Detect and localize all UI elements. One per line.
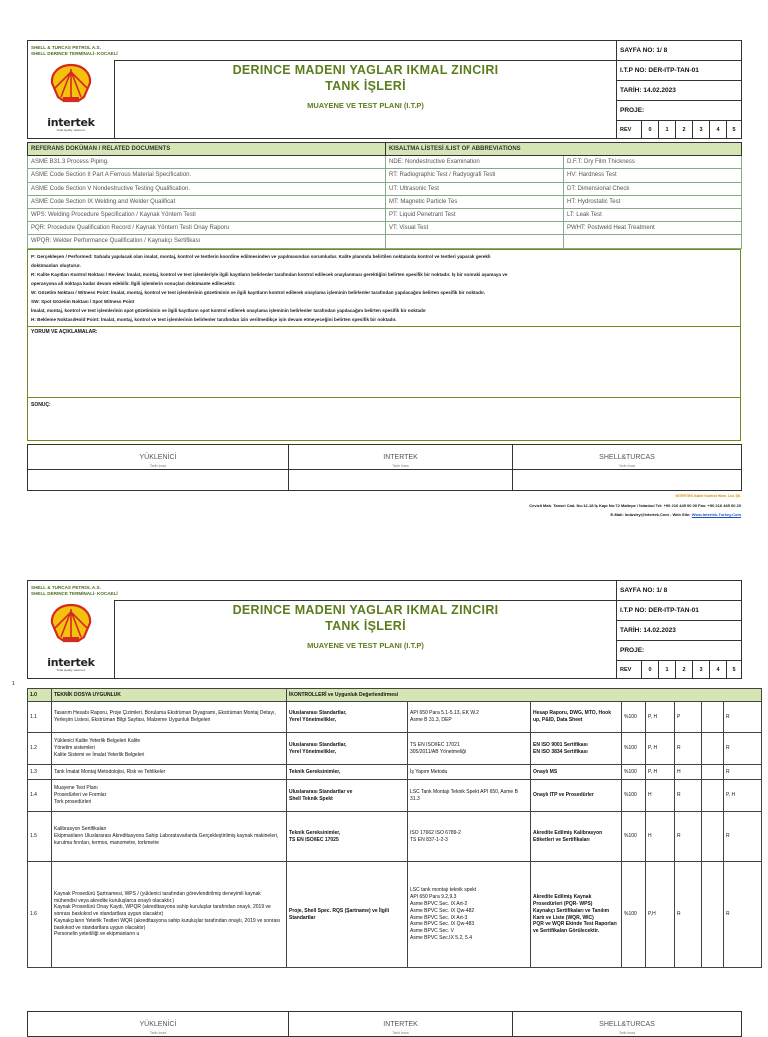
legend-line: İmalat, montaj, kontrol ve test işlemlerinin spot gözetiminin ve ilgili kayıtların spot kontrol edilerek onaylama işleminin belirlenler tarafından yapılacağını belirten spesifik bir noktadır (31, 307, 426, 313)
ref-row (28, 235, 742, 248)
logos (28, 601, 115, 679)
doc-title-1: DERINCE MADENI YAGLAR IKMAL ZINCIRI (232, 63, 499, 77)
item-record-line: PQR ve WQR Ekinde Test Raporları ve Sertifikaları Görülecektir. (533, 921, 617, 935)
ref-doc: PQR: Procedure Qualification Record / Kaynak Yöntem Testi Onay Raporu (28, 222, 386, 235)
page-footer (321, 492, 741, 519)
ref-row (28, 156, 742, 169)
footer-website-link[interactable]: Www.Intertek-Turkey.Com (691, 512, 741, 517)
doc-date: TARİH: 14.02.2023 (617, 621, 742, 641)
references-heading: REFERANS DOKÜMAN / RELATED DOCUMENTS (28, 143, 386, 156)
section-title: TEKNİK DOSYA UYGUNLUK (52, 689, 287, 702)
item-standard (287, 702, 408, 733)
legend-line: W: Gözetim Noktası / Witness Point: İmalat, montaj, kontrol ve test işlemlerinin gözetiminin ve ilgili kayıtların kontrol edilerek onaylama işleminin belirlenler tarafından yapılacağını belirten spesifik bir noktadır. (31, 289, 486, 295)
item-record-line: Onaylı MS (533, 768, 558, 775)
section-number: 1.0 (28, 689, 52, 702)
item-description-line: Kalibrasyon Sertifikaları (54, 826, 107, 833)
sign-label: INTERTEK (383, 453, 418, 461)
item-record-line: Akredite Edilmiş Kalibrasyon Etiketleri ve Sertifikaları (533, 829, 603, 843)
item-number: 1.2 (28, 733, 52, 765)
item-description (52, 812, 287, 862)
item-percentage: %100 (622, 702, 646, 733)
signature-table (27, 444, 742, 491)
ref-doc: ASME Code Section IX Welding and Welder Qualificat (28, 195, 386, 208)
abbr (386, 235, 564, 248)
shell-logo-icon (48, 603, 94, 645)
sign-label: SHELL&TURCAS (599, 453, 655, 461)
item-number: 1.5 (28, 812, 52, 862)
doc-title-2: TANK İŞLERİ (325, 619, 406, 633)
ref-row (28, 208, 742, 221)
item-record (531, 812, 622, 862)
item-reference-line: Asme BPVC Sec.IX 5.2, 5.4 (410, 934, 472, 941)
abbr: MT: Magnetic Particle Tes (386, 195, 564, 208)
sign-sub: Tarih İmza (618, 1031, 636, 1035)
item-standard-line: Uluslararası Standartlar ve (289, 788, 353, 795)
item-client (702, 765, 724, 780)
item-record (531, 702, 622, 733)
item-reference-line: LSC tank montajı teknik spekt (410, 887, 477, 894)
sign-sub: Tarih İmza (392, 463, 409, 468)
section-header-row (28, 689, 762, 702)
item-record (531, 733, 622, 765)
footer-brand: INTERTEK Kalite Kontrol Hizm. Ltd. Şti. (675, 494, 741, 498)
title-block (115, 61, 617, 139)
ref-row (28, 195, 742, 208)
item-shell: R (724, 812, 762, 862)
abbreviations-heading: KISALTMA LİSTESİ /LIST OF ABBREVIATIONS (386, 143, 742, 156)
item-standard-line: Yerel Yönetmelikler, (289, 717, 337, 723)
item-number: 1.4 (28, 780, 52, 812)
ref-doc: ASME Code Section II Part A Ferrous Material Specification. (28, 169, 386, 182)
item-reference-line: Asme BPVC Sec. IX Qw-482 (410, 907, 475, 914)
item-reference-line: TS EN 837-1-2-3 (410, 836, 448, 843)
item-reference (408, 862, 531, 968)
page-marker: 1 (12, 681, 15, 687)
company-line-1: SHELL & TURCAS PETROL A.S. (31, 584, 101, 590)
intertek-logo (28, 117, 114, 132)
ref-doc: ASME B31.3 Process Piping. (28, 156, 386, 169)
itp-row (28, 702, 762, 733)
legend-line: operasyona all noktaya kadar devam edebilir. İlgili işlemlerin sonuçları dokümante edilecektir. (31, 280, 236, 286)
rev-5: 5 (727, 121, 742, 139)
rev-0: 0 (642, 661, 659, 679)
item-shell: R (724, 702, 762, 733)
abbr: D.F.T: Dry Film Thickness (564, 156, 742, 169)
abbr: VT: Visual Test (386, 222, 564, 235)
item-reference-line: TS EN ISO/IEC 17021 (410, 741, 460, 748)
sign-contractor (28, 444, 289, 469)
abbr: HV: Hardness Test (564, 169, 742, 182)
project-field: PROJE: (617, 641, 742, 661)
item-percentage: %100 (622, 733, 646, 765)
item-description (52, 702, 287, 733)
intertek-tagline: Total quality. assured. (56, 127, 86, 132)
item-reference-line: LSC Tank Montajı Teknik Spekt API 650, Asme B 31.3 (410, 788, 518, 802)
rev-4: 4 (710, 661, 727, 679)
item-description-line: Ekipmanların Uluslararası Akreditasyona Sahip Laboratuvarlarda Gerçekleştirilmiş kaynak makineleri, kurutma fırınları, termos, manometre, torkmetre (54, 833, 279, 846)
item-description (52, 733, 287, 765)
item-record-line: EN ISO 3834 Sertifikası (533, 748, 588, 755)
item-percentage: %100 (622, 765, 646, 780)
footer-email: E-Mail: Industry@Intertek.Com - Web Site: (610, 512, 691, 517)
company-line-2: SHELL DERINCE TERMİNALİ- KOCAELİ (31, 50, 118, 56)
item-intertek: R (675, 812, 702, 862)
item-standard-line: Uluslararası Standartlar, (289, 710, 347, 717)
sign-label: INTERTEK (383, 1021, 418, 1028)
page-number: SAYFA NO: 1/ 8 (617, 581, 742, 601)
item-description-line: Tork prosedürleri (54, 798, 92, 805)
footer-contact (321, 510, 741, 519)
legend-line: dokümanları oluşturur. (31, 262, 81, 268)
item-intertek: P (675, 702, 702, 733)
item-reference-line: Asme BPVC Sec. V (410, 928, 454, 935)
item-description-line: Kaynakçıların Yeterlik Testleri WQR (akreditasyona sahip kuruluşlar tarafından onaylı, 2019 ve sonrası baskıkod ve standartlara uygun olacaktır) (54, 917, 281, 931)
legend-line: R: Kalite Kayıtları Kontrol Noktası / Review: İmalat, montaj, kontrol ve test işlemleriyle ilgili kayıtların belirlenler tarafından kontrol edilecek onaylanması gerektiğini belirten spesifik bir noktadır. İş bir sonraki aşamaya ve (31, 271, 508, 277)
sign-label: SHELL&TURCAS (599, 1021, 655, 1028)
sign-space (28, 469, 289, 490)
item-record-line: Kaynakçı Sertifikaları ve Tanılım Kartı ve Liste (WQR, WIC) (533, 907, 610, 921)
document-header (27, 40, 742, 139)
sign-sub: Tarih İmza (149, 1031, 167, 1035)
signature-table (27, 1011, 742, 1037)
item-description-line: Personelin yeterliliği ve ekipmanların u (54, 931, 140, 938)
legend-line: SW: Spot Gözetim Noktası / Spot Witness Point (31, 298, 135, 304)
sign-intertek (289, 1012, 513, 1037)
sign-sub: Tarih İmza (149, 463, 167, 468)
sign-sub: Tarih İmza (392, 1031, 409, 1035)
item-reference (408, 702, 531, 733)
intertek-logo (28, 657, 114, 672)
item-standard (287, 733, 408, 765)
abbr: UT: Ultrasonic Test (386, 182, 564, 195)
sign-shell (513, 1012, 742, 1037)
item-description (52, 862, 287, 968)
item-standard-line: TS EN ISO/IEC 17025 (289, 836, 339, 843)
itp-page-2 (27, 580, 741, 1035)
doc-title-2: TANK İŞLERİ (325, 79, 406, 93)
item-description (52, 780, 287, 812)
item-description-line: Prosedürleri ve Formlar (54, 792, 107, 799)
sign-space (513, 469, 742, 490)
title-block (115, 601, 617, 679)
item-contractor: H (646, 812, 675, 862)
doc-title-1: DERINCE MADENI YAGLAR IKMAL ZINCIRI (232, 603, 499, 617)
abbr: PT: Liquid Penetrant Test (386, 208, 564, 221)
shell-logo-icon (48, 63, 94, 105)
abbr: RT: Radiographic Test / Radyografi Testi (386, 169, 564, 182)
rev-label: REV (617, 121, 642, 139)
intertek-tagline: Total quality. assured. (56, 667, 86, 672)
item-client (702, 702, 724, 733)
abbr: LT: Leak Test (564, 208, 742, 221)
item-standard (287, 812, 408, 862)
sign-shell (513, 444, 742, 469)
item-shell: R (724, 765, 762, 780)
item-record (531, 780, 622, 812)
item-description-line: Kalite Sistemi ve İmalat Yeterlik Belgeleri (54, 751, 145, 758)
item-reference-line: API 650 Para 5.1-5.13, EK W.2 (410, 710, 479, 717)
company-line-1: SHELL & TURCAS PETROL A.S. (31, 44, 101, 50)
item-reference (408, 733, 531, 765)
ref-doc: WPQR: Welder Performance Qualification / Kaynakçı Sertifikası (28, 235, 386, 248)
item-description-line: Tasarım Hesabı Raporu, Proje Çizimleri, Borulama Ekstrüman Diyagramı, Ekstrüman Montaj Detayı, Yerleşim Listesi, Ekstrüman Bilgi Sayfası, Malzeme Uygunluk Belgeleri (54, 710, 276, 723)
item-reference-line: 305/2011/AB Yönetmeliği (410, 748, 466, 755)
item-shell: P, H (724, 780, 762, 812)
item-contractor: P, H (646, 702, 675, 733)
doc-date: TARİH: 14.02.2023 (617, 81, 742, 101)
ref-row (28, 222, 742, 235)
itp-number: I.T.P NO: DER-ITP-TAN-01 (617, 601, 742, 621)
item-standard (287, 780, 408, 812)
item-intertek: H (675, 765, 702, 780)
itp-row (28, 862, 762, 968)
references-table (27, 142, 742, 249)
item-percentage: %100 (622, 780, 646, 812)
item-client (702, 733, 724, 765)
logos (28, 61, 115, 139)
item-number: 1.6 (28, 862, 52, 968)
item-reference-line: ISO 17662 ISO 6789-2 (410, 829, 461, 836)
doc-subtitle: MUAYENE VE TEST PLANI (I.T.P) (307, 101, 424, 110)
item-percentage: %100 (622, 812, 646, 862)
item-reference (408, 780, 531, 812)
item-description (52, 765, 287, 780)
item-standard-line: Yerel Yönetmelikler, (289, 748, 337, 755)
section-control: İKONTROLLERİ ve Uygunluk Değerlendirmesi (287, 689, 762, 702)
itp-row (28, 733, 762, 765)
legend-box (27, 249, 741, 327)
sign-contractor (28, 1012, 289, 1037)
rev-3: 3 (693, 121, 710, 139)
item-reference-line: API 650 Para 9.2,9.3 (410, 894, 457, 901)
item-description-line: Muayene Test Planı (54, 785, 98, 792)
item-reference-line: Asme BPVC Sec. IX Art-2 (410, 900, 468, 907)
item-reference-line: Asme B 31.3, DEP (410, 717, 452, 723)
item-record-line: EN ISO 9001 Sertifikası (533, 741, 588, 748)
item-reference (408, 765, 531, 780)
result-section (27, 398, 741, 441)
ref-row (28, 169, 742, 182)
company-info (28, 41, 617, 61)
item-intertek: R (675, 780, 702, 812)
sign-intertek (289, 444, 513, 469)
rev-5: 5 (727, 661, 742, 679)
item-record-line: Onaylı ITP ve Prosedürler (533, 792, 594, 799)
rev-1: 1 (659, 121, 676, 139)
legend-line: P: Gerçekleşen / Performed: Sahada yapılacak olan imalat, montaj, kontrol ve testlerin koordine edilmesinden ve yapılmasından sorumludur. Kalite planında belirtilen noktalarda kontrol ve testleri yaparak gerekli (31, 253, 491, 259)
comments-section (27, 327, 741, 398)
document-header (27, 580, 742, 679)
item-client (702, 812, 724, 862)
item-record-line: Hesap Raporu, DWG, MTO, Hook up, P&ID, Data Sheet (533, 710, 611, 723)
intertek-wordmark: intertek (47, 655, 95, 669)
abbr: HT: Hydrostatic Test (564, 195, 742, 208)
item-record-line: Akredite Edilmiş Kaynak Prosedürleri (PQR- WPS) (533, 894, 593, 907)
item-contractor: H (646, 780, 675, 812)
company-info (28, 581, 617, 601)
itp-row (28, 812, 762, 862)
ref-row (28, 182, 742, 195)
item-client (702, 780, 724, 812)
itp-page-1 (27, 40, 741, 517)
ref-doc: WPS: Welding Procedure Specification / Kaynak Yöntem Testi (28, 208, 386, 221)
item-client (702, 862, 724, 968)
item-description-line: Kaynak Prosedürü Şartnamesi, WPS / (yüklenici tarafından görevlendirilmiş deneyimli kaynak mühendisi veya akredite kuruluşlarca onaylı olacaktır.) (54, 890, 261, 904)
item-record (531, 862, 622, 968)
abbr: DT: Dimensional Check (564, 182, 742, 195)
item-standard-line: Uluslararası Standartlar, (289, 741, 347, 748)
item-percentage: %100 (622, 862, 646, 968)
abbr: PWHT: Postweld Heat Treatment (564, 222, 742, 235)
intertek-wordmark: intertek (47, 115, 95, 129)
ref-doc: ASME Code Section V Nondestructive Testing Qualification. (28, 182, 386, 195)
project-field: PROJE: (617, 101, 742, 121)
rev-label: REV (617, 661, 642, 679)
footer-address: Cevizli Mah. Tansel Cad. No:12-18 İş Kapı No:72 Maltepe / İstanbul Tel: +90 216 445 00 00 Fax: +90 216 445 00 20 (529, 503, 741, 508)
rev-0: 0 (642, 121, 659, 139)
item-contractor: P, H (646, 765, 675, 780)
item-shell: R (724, 733, 762, 765)
rev-1: 1 (659, 661, 676, 679)
comments-label: YORUM VE AÇIKLAMALAR: (31, 328, 98, 335)
abbr: NDE: Nondestructive Examination (386, 156, 564, 169)
item-standard-line: Shell Teknik Spekt (289, 795, 333, 802)
item-shell: R (724, 862, 762, 968)
item-intertek: R (675, 862, 702, 968)
item-description-line: Yüklenici Kalite Yeterlik Belgeleri Kalite (54, 738, 141, 745)
item-contractor: P, H (646, 733, 675, 765)
item-description-line: Tank İmalat Montaj Metodolojisi, Risk ve Tehlikeler (54, 768, 166, 775)
item-record (531, 765, 622, 780)
item-standard (287, 765, 408, 780)
itp-rows (28, 702, 762, 968)
sign-label: YÜKLENİCİ (139, 1021, 177, 1028)
itp-row (28, 780, 762, 812)
item-reference (408, 812, 531, 862)
item-description-line: Kaynak Prosedürü Onay Kaydı, WPQR (akreditasyona sahip kuruluşlar tarafından onaylı, 2019 ve sonrası baskıkod ve standartlara uygun olacaktır) (54, 904, 271, 918)
itp-row (28, 765, 762, 780)
item-standard (287, 862, 408, 968)
company-line-2: SHELL DERINCE TERMİNALİ- KOCAELİ (31, 590, 118, 596)
sign-label: YÜKLENİCİ (139, 453, 177, 461)
sign-space (289, 469, 513, 490)
page-number: SAYFA NO: 1/ 8 (617, 41, 742, 61)
abbr (564, 235, 742, 248)
itp-table (27, 688, 762, 968)
legend-line: H: Bekleme Noktası/Hold Point: İmalat, montaj, kontrol ve test işlemlerinin belirlenler tarafından izin verilmedikçe işin devam etmeyeceğini belirten spesifik bir noktadır. (31, 316, 397, 322)
item-number: 1.1 (28, 702, 52, 733)
sign-sub: Tarih İmza (618, 463, 636, 468)
item-description-line: Yönetim sistemleri (54, 745, 95, 752)
doc-subtitle: MUAYENE VE TEST PLANI (I.T.P) (307, 641, 424, 650)
result-label: SONUÇ: (31, 401, 51, 408)
item-standard-line: Teknik Gereksinimler, (289, 768, 341, 775)
item-reference-line: Asme BPVC Sec. IX Qw-483 (410, 921, 475, 928)
itp-number: I.T.P NO: DER-ITP-TAN-01 (617, 61, 742, 81)
rev-4: 4 (710, 121, 727, 139)
item-number: 1.3 (28, 765, 52, 780)
item-intertek: R (675, 733, 702, 765)
item-reference-line: İş Yapım Metodu (410, 768, 448, 775)
item-reference-line: Asme BPVC Sec. IX Art-3 (410, 914, 468, 921)
rev-2: 2 (676, 661, 693, 679)
rev-3: 3 (693, 661, 710, 679)
item-standard-line: Proje, Shell Spec. RQS (Şartname) ve İlgili Standartlar (289, 907, 390, 921)
item-contractor: P,H (646, 862, 675, 968)
item-standard-line: Teknik Gereksinimler, (289, 829, 341, 836)
rev-2: 2 (676, 121, 693, 139)
